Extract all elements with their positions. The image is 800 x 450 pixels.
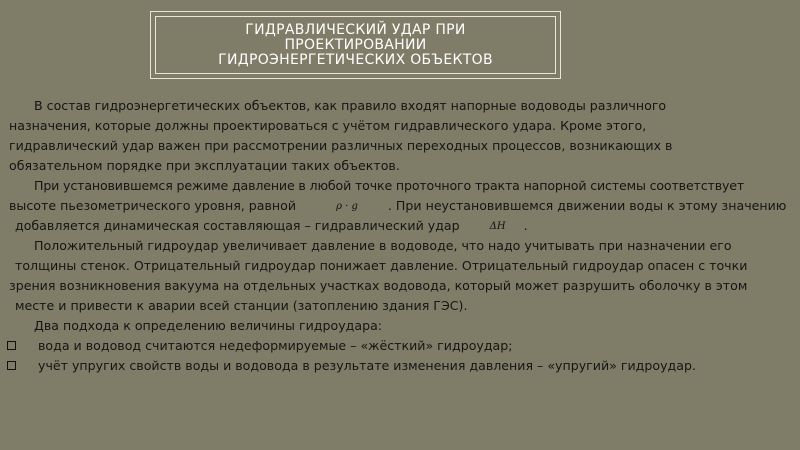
p3-line-2: толщины стенок. Отрицательный гидроудар понижает давление. Отрицательный гидроудар опасен с точки [15, 258, 748, 273]
square-bullet-icon [7, 341, 16, 350]
p2-line-2-end: . При неустановившемся движении воды к этому значению [387, 198, 787, 213]
title-inner-frame [155, 16, 556, 74]
p3-line-4: месте и привести к аварии всей станции (затоплению здания ГЭС). [15, 298, 468, 313]
p1-line-1: В состав гидроэнергетических объектов, как правило входят напорные водоводы различного [34, 98, 667, 113]
title-line-2: ПРОЕКТИРОВАНИИ [284, 36, 427, 53]
p2-line-1: При установившемся режиме давление в любой точке проточного тракта напорной системы соответствует [34, 178, 745, 193]
bullet-item-1: вода и водовод считаются недеформируемые – «жёсткий» гидроудар; [38, 338, 513, 353]
p1-line-4: обязательном порядке при эксплуатации таких объектов. [9, 158, 400, 173]
p2-line-3-end: . [523, 218, 528, 233]
square-bullet-icon [7, 361, 16, 370]
title-line-3: ГИДРОЭНЕРГЕТИЧЕСКИХ ОБЪЕКТОВ [218, 51, 493, 68]
p2-line-3 [15, 216, 528, 237]
p3-line-3: зрения возникновения вакуума на отдельных участках водовода, который может разрушить оболочку в этом [9, 278, 748, 293]
pressure-formula: ρ · g [336, 201, 358, 212]
p2-line-2-start: высоте пьезометрического уровня, равной [9, 198, 297, 213]
p3-line-1: Положительный гидроудар увеличивает давление в водоводе, что надо учитывать при назначении его [34, 238, 732, 253]
p4-line-1: Два подхода к определению величины гидроудара: [34, 318, 383, 333]
p1-line-3: гидравлический удар важен при рассмотрении различных переходных процессов, возникающих в [9, 138, 673, 153]
p1-line-2: назначения, которые должны проектироваться с учётом гидравлического удара. Кроме этого, [9, 118, 647, 133]
p2-line-3-start: добавляется динамическая составляющая – гидравлический удар [15, 218, 460, 233]
p2-line-2 [9, 196, 786, 217]
title-line-1: ГИДРАВЛИЧЕСКИЙ УДАР ПРИ [245, 21, 466, 38]
title-frame [150, 11, 561, 79]
delta-h-formula: ΔH [489, 221, 506, 232]
bullet-item-2: учёт упругих свойств воды и водовода в результате изменения давления – «упругий» гидроудар. [38, 358, 696, 373]
